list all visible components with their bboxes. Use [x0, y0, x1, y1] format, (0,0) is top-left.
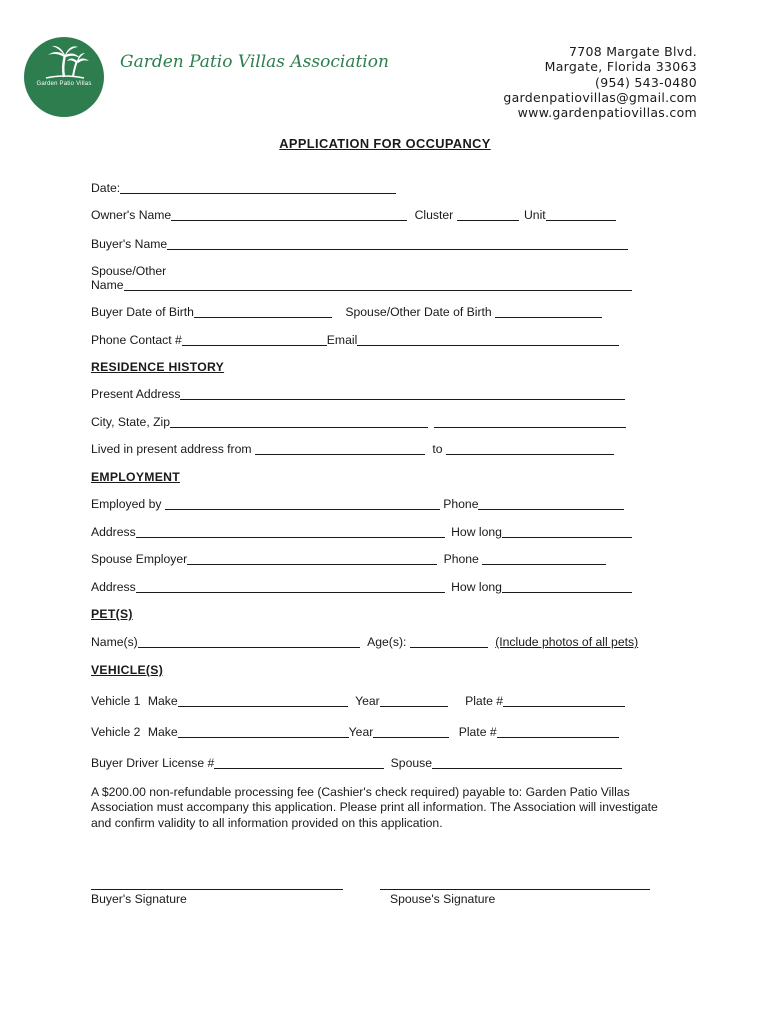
present-address-row — [91, 387, 625, 401]
pet-ages-label: Age(s): — [367, 635, 407, 649]
vehicle-2-make-field[interactable] — [178, 725, 349, 738]
buyers-name-field[interactable] — [167, 237, 628, 250]
driver-license-field[interactable] — [214, 756, 384, 769]
vehicle-2-label: Vehicle 2 — [91, 725, 141, 739]
vehicle-1-make-field[interactable] — [178, 694, 348, 707]
organization-name: Garden Patio Villas Association — [120, 52, 389, 72]
spouse-how-long-field[interactable] — [502, 580, 632, 593]
vehicle-1-label: Vehicle 1 — [91, 694, 141, 708]
buyer-signature-label: Buyer's Signature — [91, 892, 187, 906]
employer-address-field[interactable] — [136, 525, 445, 538]
cluster-field[interactable] — [457, 208, 519, 221]
unit-field[interactable] — [546, 208, 616, 221]
spouse-license-field[interactable] — [432, 756, 622, 769]
date-row — [91, 181, 396, 195]
city-field[interactable] — [170, 415, 428, 428]
employer-phone-label: Phone — [443, 497, 479, 511]
vehicle-2-plate-field[interactable] — [497, 725, 619, 738]
city-state-zip: Margate, Florida 33063 — [544, 59, 697, 75]
pet-names-field[interactable] — [138, 635, 360, 648]
driver-license-label: Buyer Driver License # — [91, 756, 215, 770]
how-long-field[interactable] — [502, 525, 632, 538]
spouse-employer-label: Spouse Employer — [91, 552, 188, 566]
employer-address-row — [91, 525, 632, 539]
residence-history-heading: RESIDENCE HISTORY — [91, 360, 225, 374]
spouse-how-long-label: How long — [451, 580, 502, 594]
vehicle-1-year-label: Year — [355, 694, 380, 708]
city-state-zip-label: City, State, Zip — [91, 415, 171, 429]
employed-by-field[interactable] — [165, 497, 440, 510]
date-label: Date: — [91, 181, 121, 195]
date-field[interactable] — [120, 181, 396, 194]
owner-row — [91, 208, 616, 222]
spouse-name-row — [91, 278, 632, 292]
phone-contact-label: Phone Contact # — [91, 333, 182, 347]
spouse-employer-row — [91, 552, 606, 566]
phone-contact-field[interactable] — [182, 333, 327, 346]
form-title: APPLICATION FOR OCCUPANCY — [279, 136, 491, 151]
email-address: gardenpatiovillas@gmail.com — [503, 89, 697, 105]
spouse-employer-address-label: Address — [91, 580, 136, 594]
street-address: 7708 Margate Blvd. — [568, 44, 697, 59]
vehicle-2-plate-label: Plate # — [458, 725, 497, 739]
spouse-employer-phone-field[interactable] — [482, 552, 606, 565]
spouse-name-field[interactable] — [124, 278, 632, 291]
contact-row — [91, 333, 619, 347]
employment-heading: EMPLOYMENT — [91, 470, 180, 484]
spouse-employer-field[interactable] — [187, 552, 437, 565]
contact-address-block — [503, 44, 697, 120]
present-address-label: Present Address — [91, 387, 181, 401]
employed-by-label: Employed by — [91, 497, 162, 511]
vehicle-1-plate-field[interactable] — [503, 694, 625, 707]
spouse-dob-field[interactable] — [495, 305, 602, 318]
spouse-employer-address-row — [91, 580, 632, 594]
employer-address-label: Address — [91, 525, 136, 539]
pets-row — [91, 635, 638, 649]
buyers-name-row — [91, 237, 628, 251]
lived-to-label: to — [432, 442, 443, 456]
unit-label: Unit — [524, 208, 546, 222]
spouse-signature-line[interactable] — [380, 889, 650, 890]
cluster-label: Cluster — [414, 208, 454, 222]
spouse-employer-address-field[interactable] — [136, 580, 445, 593]
palm-tree-icon — [24, 37, 104, 117]
present-address-field[interactable] — [180, 387, 625, 400]
pet-photos-note: (Include photos of all pets) — [495, 635, 639, 649]
owners-name-label: Owner's Name — [91, 208, 172, 222]
lived-to-field[interactable] — [446, 442, 614, 455]
spouse-license-label: Spouse — [390, 756, 433, 770]
spouse-signature-label: Spouse's Signature — [390, 892, 496, 906]
vehicle-2-year-label: Year — [348, 725, 374, 739]
state-zip-field[interactable] — [434, 415, 626, 428]
processing-fee-notice: A $200.00 non-refundable processing fee (Cashier's check required) payable to: Garden Patio Villas Association must accompany this application. Please print all information. The Association will investigate and confirm validity to all information provided on this application. — [91, 785, 658, 830]
vehicle-2-make-label: Make — [147, 725, 178, 739]
email-label: Email — [326, 333, 358, 347]
buyer-dob-label: Buyer Date of Birth — [91, 305, 194, 319]
vehicle-1-row — [91, 694, 625, 708]
lived-from-label: Lived in present address from — [91, 442, 252, 456]
spouse-other-label: Spouse/Other — [91, 264, 167, 278]
how-long-label: How long — [451, 525, 502, 539]
email-field[interactable] — [357, 333, 619, 346]
license-row — [91, 756, 622, 770]
owners-name-field[interactable] — [171, 208, 407, 221]
vehicle-2-year-field[interactable] — [373, 725, 449, 738]
vehicles-heading: VEHICLE(S) — [91, 663, 164, 677]
spouse-name-label: Name — [91, 278, 124, 292]
vehicle-1-plate-label: Plate # — [465, 694, 504, 708]
website-url: www.gardenpatiovillas.com — [517, 105, 697, 121]
city-state-zip-row — [91, 415, 626, 429]
association-logo — [24, 37, 104, 117]
employer-phone-field[interactable] — [478, 497, 624, 510]
spouse-dob-label: Spouse/Other Date of Birth — [345, 305, 492, 319]
buyer-signature-line[interactable] — [91, 889, 343, 890]
dob-row — [91, 305, 602, 319]
vehicle-1-make-label: Make — [147, 694, 178, 708]
phone-number: (954) 543-0480 — [595, 74, 697, 90]
spouse-employer-phone-label: Phone — [443, 552, 479, 566]
buyers-name-label: Buyer's Name — [91, 237, 168, 251]
logo-text: Garden Patio Villas — [36, 81, 92, 87]
vehicle-2-row — [91, 725, 619, 739]
employed-by-row — [91, 497, 624, 511]
pet-names-label: Name(s) — [91, 635, 138, 649]
lived-row — [91, 442, 614, 456]
buyer-dob-field[interactable] — [194, 305, 332, 318]
lived-from-field[interactable] — [255, 442, 425, 455]
vehicle-1-year-field[interactable] — [380, 694, 448, 707]
pet-ages-field[interactable] — [410, 635, 488, 648]
pets-heading: PET(S) — [91, 607, 133, 621]
